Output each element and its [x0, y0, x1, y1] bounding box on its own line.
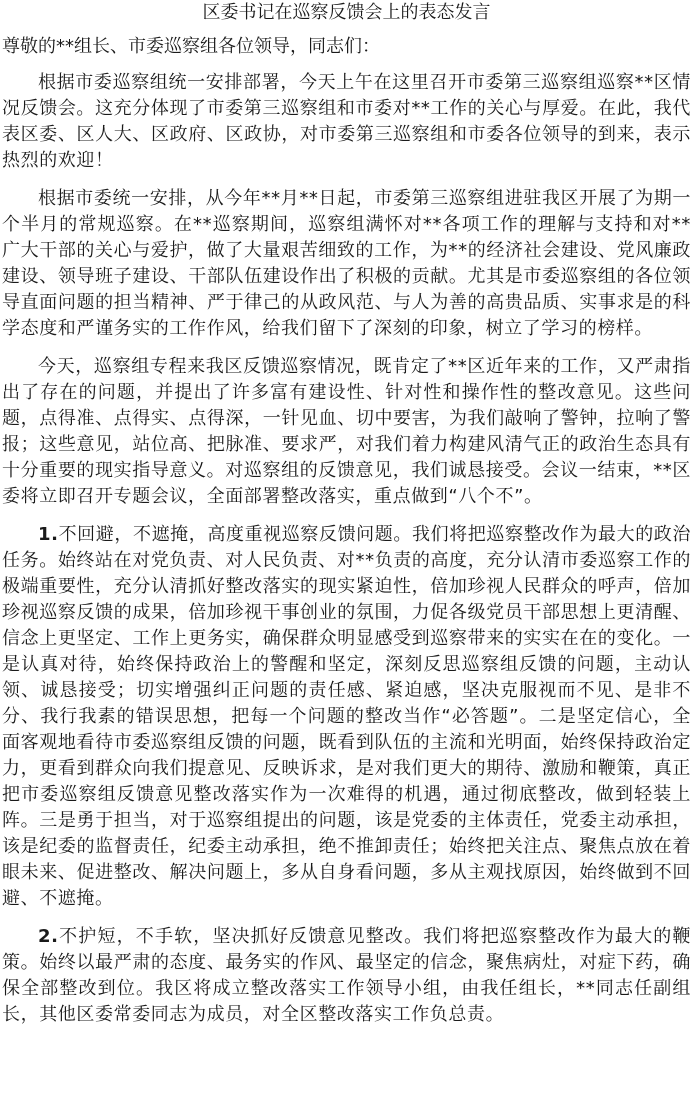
- paragraph-number: 1.: [38, 524, 59, 545]
- salutation: 尊敬的**组长、市委巡察组各位领导，同志们：: [2, 36, 380, 57]
- paragraph-text: 根据市委统一安排，从今年**月**日起，市委第三巡察组进驻我区开展了为期一个半月的常规巡察。在**巡察期间，巡察组满怀对**各项工作的理解与支持和对**广大干部的关心与爱护，做了大量艰苦细致的工作，为**的经济社会建设、党风廉政建设、领导班子建设、干部队伍建设作出了积极的贡献。尤其是市委巡察组的各位领导直面问题的担当精神、严于律己的从政风范、与人为善的高贵品质、实事求是的科学态度和严谨务实的工作作风，给我们留下了深刻的印象，树立了学习的榜样。: [2, 188, 691, 339]
- paragraph-text: 今天，巡察组专程来我区反馈巡察情况，既肯定了**区近年来的工作，又严肃指出了存在的问题，并提出了许多富有建设性、针对性和操作性的整改意见。这些问题，点得准、点得实、点得深，一针见血、切中要害，为我们敲响了警钟，拉响了警报；这些意见，站位高、把脉准、要求严，对我们着力构建风清气正的政治生态具有十分重要的现实指导意义。对巡察组的反馈意见，我们诚恳接受。会议一结束，**区委将立即召开专题会议，全面部署整改落实，重点做到“八个不”。: [2, 356, 691, 507]
- paragraph-text: 不回避，不遮掩，高度重视巡察反馈问题。我们将把巡察整改作为最大的政治任务。始终站在对党负责、对人民负责、对**负责的高度，充分认清市委巡察工作的极端重要性，充分认清抓好整改落实的现实紧迫性，倍加珍视人民群众的呼声，倍加珍视巡察反馈的成果，倍加珍视干事创业的氛围，力促各级党员干部思想上更清醒、信念上更坚定、工作上更务实，确保群众明显感受到巡察带来的实实在在的变化。一是认真对待，始终保持政治上的警醒和坚定，深刻反思巡察组反馈的问题，主动认领、诚恳接受；切实增强纠正问题的责任感、紧迫感，坚决克服视而不见、是非不分、我行我素的错误思想，把每一个问题的整改当作“必答题”。二是坚定信心，全面客观地看待市委巡察组反馈的问题，既看到队伍的主流和光明面，始终保持政治定力，更看到群众向我们提意见、反映诉求，是对我们更大的期待、激励和鞭策，真正把市委巡察组反馈意见整改落实作为一次难得的机遇，通过彻底整改，做到轻装上阵。三是勇于担当，对于巡察组提出的问题，该是党委的主体责任，党委主动承担，该是纪委的监督责任，纪委主动承担，绝不推卸责任；始终把关注点、聚焦点放在着眼未来、促进整改、解决问题上，多从自身看问题，多从主观找原因，始终做到不回避、不遮掩。: [2, 524, 691, 909]
- paragraph: [2, 70, 691, 174]
- paragraph-number: 2.: [38, 926, 59, 947]
- document-body: [2, 70, 691, 1028]
- paragraph: [2, 924, 691, 1028]
- document-title: 区委书记在巡察反馈会上的表态发言: [202, 2, 491, 23]
- paragraph: [2, 522, 691, 912]
- paragraph-text: 根据市委巡察组统一安排部署，今天上午在这里召开市委第三巡察组巡察**区情况反馈会。这充分体现了市委第三巡察组和市委对**工作的关心与厚爱。在此，我代表区委、区人大、区政府、区政协，对市委第三巡察组和市委各位领导的到来，表示热烈的欢迎！: [2, 72, 691, 171]
- paragraph: [2, 354, 691, 510]
- paragraph-text: 不护短，不手软，坚决抓好反馈意见整改。我们将把巡察整改作为最大的鞭策。始终以最严肃的态度、最务实的作风、最坚定的信念，聚焦病灶，对症下药，确保全部整改到位。我区将成立整改落实工作领导小组，由我任组长，**同志任副组长，其他区委常委同志为成员，对全区整改落实工作负总责。: [2, 926, 691, 1025]
- paragraph: [2, 186, 691, 342]
